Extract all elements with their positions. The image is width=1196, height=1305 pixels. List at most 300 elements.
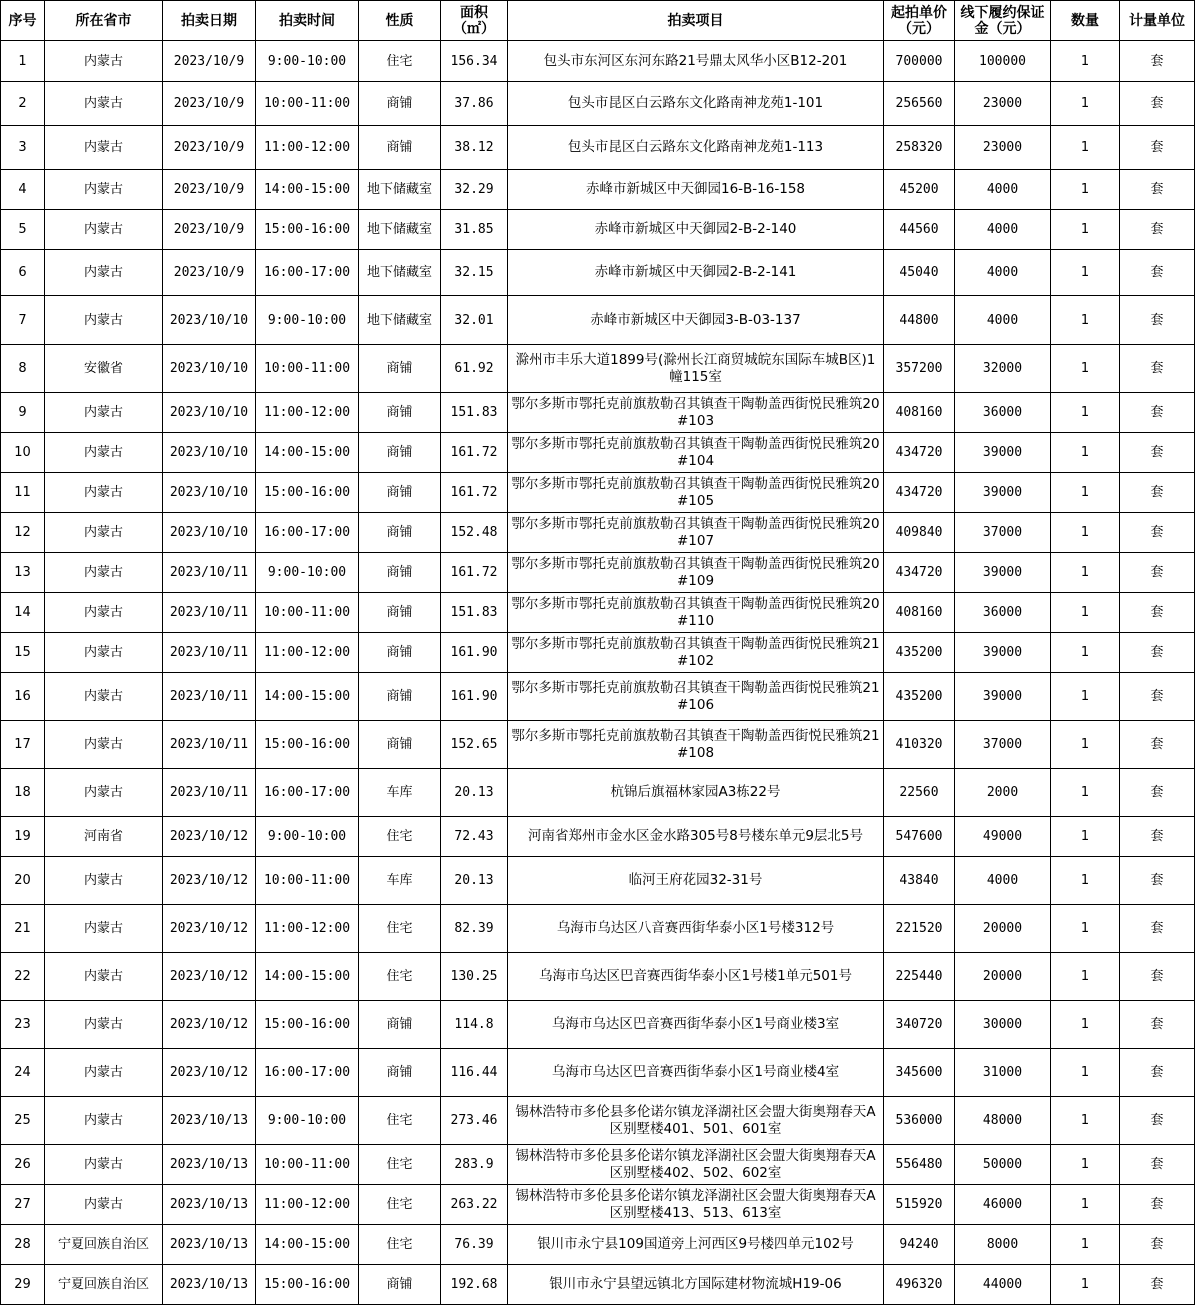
cell-time: 14:00-15:00 [256, 1225, 359, 1265]
cell-unit: 套 [1120, 1145, 1195, 1185]
cell-deposit: 20000 [955, 953, 1051, 1001]
table-row [1, 41, 1195, 82]
table-row [1, 817, 1195, 857]
cell-area: 76.39 [441, 1225, 508, 1265]
cell-time: 11:00-12:00 [256, 126, 359, 170]
cell-quantity: 1 [1051, 633, 1120, 673]
cell-unit: 套 [1120, 393, 1195, 433]
table-row [1, 82, 1195, 126]
cell-unit: 套 [1120, 345, 1195, 393]
cell-type: 商铺 [359, 513, 441, 553]
cell-unit: 套 [1120, 1097, 1195, 1145]
cell-area: 32.01 [441, 296, 508, 345]
cell-date: 2023/10/9 [163, 41, 256, 82]
cell-type: 商铺 [359, 473, 441, 513]
header-date: 拍卖日期 [163, 1, 256, 41]
cell-province: 内蒙古 [45, 721, 163, 769]
cell-quantity: 1 [1051, 1145, 1120, 1185]
cell-quantity: 1 [1051, 250, 1120, 296]
cell-index: 25 [1, 1097, 45, 1145]
cell-start-price: 258320 [884, 126, 955, 170]
cell-index: 28 [1, 1225, 45, 1265]
cell-time: 9:00-10:00 [256, 1097, 359, 1145]
cell-time: 15:00-16:00 [256, 473, 359, 513]
cell-province: 内蒙古 [45, 1001, 163, 1049]
header-quantity: 数量 [1051, 1, 1120, 41]
cell-item: 鄂尔多斯市鄂托克前旗敖勒召其镇查干陶勒盖西街悦民雅筑21#108 [508, 721, 884, 769]
cell-quantity: 1 [1051, 41, 1120, 82]
cell-province: 内蒙古 [45, 170, 163, 210]
cell-time: 9:00-10:00 [256, 817, 359, 857]
cell-start-price: 357200 [884, 345, 955, 393]
cell-deposit: 39000 [955, 553, 1051, 593]
table-row [1, 1049, 1195, 1097]
cell-area: 273.46 [441, 1097, 508, 1145]
cell-province: 宁夏回族自治区 [45, 1265, 163, 1305]
cell-deposit: 4000 [955, 857, 1051, 905]
cell-deposit: 2000 [955, 769, 1051, 817]
cell-time: 14:00-15:00 [256, 953, 359, 1001]
cell-item: 锡林浩特市多伦县多伦诺尔镇龙泽湖社区会盟大街奥翔春天A区别墅楼401、501、601室 [508, 1097, 884, 1145]
cell-area: 38.12 [441, 126, 508, 170]
cell-date: 2023/10/13 [163, 1185, 256, 1225]
cell-quantity: 1 [1051, 1185, 1120, 1225]
table-row [1, 433, 1195, 473]
cell-start-price: 435200 [884, 633, 955, 673]
cell-time: 16:00-17:00 [256, 250, 359, 296]
cell-deposit: 50000 [955, 1145, 1051, 1185]
cell-type: 商铺 [359, 433, 441, 473]
cell-start-price: 408160 [884, 393, 955, 433]
table-row [1, 1097, 1195, 1145]
cell-unit: 套 [1120, 673, 1195, 721]
cell-quantity: 1 [1051, 1097, 1120, 1145]
cell-type: 商铺 [359, 126, 441, 170]
cell-area: 82.39 [441, 905, 508, 953]
cell-area: 283.9 [441, 1145, 508, 1185]
cell-type: 住宅 [359, 817, 441, 857]
cell-unit: 套 [1120, 473, 1195, 513]
cell-start-price: 43840 [884, 857, 955, 905]
cell-province: 内蒙古 [45, 513, 163, 553]
cell-unit: 套 [1120, 953, 1195, 1001]
cell-quantity: 1 [1051, 817, 1120, 857]
cell-deposit: 46000 [955, 1185, 1051, 1225]
cell-unit: 套 [1120, 210, 1195, 250]
cell-index: 2 [1, 82, 45, 126]
cell-deposit: 39000 [955, 433, 1051, 473]
cell-index: 6 [1, 250, 45, 296]
cell-index: 12 [1, 513, 45, 553]
cell-area: 20.13 [441, 769, 508, 817]
cell-deposit: 4000 [955, 210, 1051, 250]
cell-index: 3 [1, 126, 45, 170]
cell-province: 内蒙古 [45, 953, 163, 1001]
cell-item: 乌海市乌达区巴音赛西街华泰小区1号商业楼3室 [508, 1001, 884, 1049]
cell-start-price: 434720 [884, 473, 955, 513]
cell-type: 住宅 [359, 41, 441, 82]
cell-time: 15:00-16:00 [256, 721, 359, 769]
cell-time: 10:00-11:00 [256, 857, 359, 905]
cell-start-price: 225440 [884, 953, 955, 1001]
table-row [1, 210, 1195, 250]
cell-date: 2023/10/11 [163, 593, 256, 633]
cell-index: 22 [1, 953, 45, 1001]
cell-date: 2023/10/10 [163, 393, 256, 433]
cell-deposit: 36000 [955, 593, 1051, 633]
cell-quantity: 1 [1051, 1049, 1120, 1097]
header-index: 序号 [1, 1, 45, 41]
cell-date: 2023/10/11 [163, 633, 256, 673]
cell-date: 2023/10/9 [163, 126, 256, 170]
header-province: 所在省市 [45, 1, 163, 41]
cell-province: 河南省 [45, 817, 163, 857]
cell-type: 住宅 [359, 1225, 441, 1265]
cell-date: 2023/10/9 [163, 250, 256, 296]
cell-deposit: 36000 [955, 393, 1051, 433]
cell-area: 161.90 [441, 633, 508, 673]
cell-item: 包头市东河区东河东路21号鼎太风华小区B12-201 [508, 41, 884, 82]
cell-date: 2023/10/11 [163, 721, 256, 769]
cell-time: 10:00-11:00 [256, 82, 359, 126]
cell-item: 赤峰市新城区中天御园2-B-2-140 [508, 210, 884, 250]
cell-type: 车库 [359, 769, 441, 817]
cell-time: 11:00-12:00 [256, 1185, 359, 1225]
cell-date: 2023/10/10 [163, 513, 256, 553]
cell-index: 4 [1, 170, 45, 210]
cell-item: 鄂尔多斯市鄂托克前旗敖勒召其镇查干陶勒盖西街悦民雅筑21#102 [508, 633, 884, 673]
cell-item: 银川市永宁县109国道旁上河西区9号楼四单元102号 [508, 1225, 884, 1265]
cell-item: 赤峰市新城区中天御园2-B-2-141 [508, 250, 884, 296]
cell-type: 地下储藏室 [359, 170, 441, 210]
cell-province: 内蒙古 [45, 1049, 163, 1097]
cell-province: 内蒙古 [45, 593, 163, 633]
cell-area: 61.92 [441, 345, 508, 393]
table-row [1, 953, 1195, 1001]
cell-index: 19 [1, 817, 45, 857]
cell-type: 商铺 [359, 393, 441, 433]
cell-index: 26 [1, 1145, 45, 1185]
cell-index: 17 [1, 721, 45, 769]
cell-province: 内蒙古 [45, 1097, 163, 1145]
cell-time: 14:00-15:00 [256, 433, 359, 473]
cell-time: 10:00-11:00 [256, 345, 359, 393]
table-row [1, 1001, 1195, 1049]
cell-province: 内蒙古 [45, 553, 163, 593]
header-type: 性质 [359, 1, 441, 41]
cell-deposit: 20000 [955, 905, 1051, 953]
cell-unit: 套 [1120, 1049, 1195, 1097]
cell-time: 9:00-10:00 [256, 553, 359, 593]
cell-item: 河南省郑州市金水区金水路305号8号楼东单元9层北5号 [508, 817, 884, 857]
cell-index: 7 [1, 296, 45, 345]
cell-area: 32.15 [441, 250, 508, 296]
cell-type: 住宅 [359, 1097, 441, 1145]
table-row [1, 345, 1195, 393]
cell-start-price: 700000 [884, 41, 955, 82]
cell-date: 2023/10/11 [163, 673, 256, 721]
cell-province: 安徽省 [45, 345, 163, 393]
cell-type: 商铺 [359, 82, 441, 126]
table-row [1, 721, 1195, 769]
cell-start-price: 515920 [884, 1185, 955, 1225]
cell-date: 2023/10/10 [163, 345, 256, 393]
cell-area: 32.29 [441, 170, 508, 210]
cell-item: 乌海市乌达区巴音赛西街华泰小区1号商业楼4室 [508, 1049, 884, 1097]
cell-start-price: 340720 [884, 1001, 955, 1049]
cell-time: 15:00-16:00 [256, 1265, 359, 1305]
header-row [1, 1, 1195, 41]
cell-province: 宁夏回族自治区 [45, 1225, 163, 1265]
cell-quantity: 1 [1051, 1001, 1120, 1049]
cell-index: 21 [1, 905, 45, 953]
table-row [1, 633, 1195, 673]
cell-area: 161.72 [441, 473, 508, 513]
cell-deposit: 39000 [955, 633, 1051, 673]
cell-item: 鄂尔多斯市鄂托克前旗敖勒召其镇查干陶勒盖西街悦民雅筑21#106 [508, 673, 884, 721]
cell-time: 14:00-15:00 [256, 673, 359, 721]
cell-quantity: 1 [1051, 296, 1120, 345]
cell-start-price: 556480 [884, 1145, 955, 1185]
cell-province: 内蒙古 [45, 633, 163, 673]
cell-province: 内蒙古 [45, 769, 163, 817]
cell-date: 2023/10/13 [163, 1265, 256, 1305]
cell-type: 住宅 [359, 1185, 441, 1225]
cell-area: 263.22 [441, 1185, 508, 1225]
cell-time: 10:00-11:00 [256, 1145, 359, 1185]
cell-province: 内蒙古 [45, 296, 163, 345]
cell-unit: 套 [1120, 721, 1195, 769]
cell-index: 13 [1, 553, 45, 593]
cell-index: 15 [1, 633, 45, 673]
cell-type: 商铺 [359, 345, 441, 393]
cell-date: 2023/10/11 [163, 553, 256, 593]
table-row [1, 673, 1195, 721]
cell-area: 156.34 [441, 41, 508, 82]
cell-start-price: 434720 [884, 433, 955, 473]
cell-start-price: 45040 [884, 250, 955, 296]
table-row [1, 593, 1195, 633]
cell-deposit: 39000 [955, 673, 1051, 721]
cell-date: 2023/10/12 [163, 1049, 256, 1097]
cell-area: 72.43 [441, 817, 508, 857]
cell-deposit: 44000 [955, 1265, 1051, 1305]
table-row [1, 473, 1195, 513]
cell-deposit: 4000 [955, 250, 1051, 296]
cell-unit: 套 [1120, 82, 1195, 126]
cell-type: 住宅 [359, 905, 441, 953]
cell-item: 鄂尔多斯市鄂托克前旗敖勒召其镇查干陶勒盖西街悦民雅筑20#105 [508, 473, 884, 513]
table-row [1, 1265, 1195, 1305]
cell-time: 15:00-16:00 [256, 210, 359, 250]
cell-item: 鄂尔多斯市鄂托克前旗敖勒召其镇查干陶勒盖西街悦民雅筑20#109 [508, 553, 884, 593]
cell-date: 2023/10/12 [163, 817, 256, 857]
header-area: 面积（㎡） [441, 1, 508, 41]
cell-area: 161.72 [441, 433, 508, 473]
cell-quantity: 1 [1051, 553, 1120, 593]
cell-time: 9:00-10:00 [256, 41, 359, 82]
header-item: 拍卖项目 [508, 1, 884, 41]
cell-province: 内蒙古 [45, 857, 163, 905]
cell-area: 114.8 [441, 1001, 508, 1049]
cell-item: 赤峰市新城区中天御园16-B-16-158 [508, 170, 884, 210]
cell-index: 8 [1, 345, 45, 393]
table-row [1, 553, 1195, 593]
cell-index: 23 [1, 1001, 45, 1049]
cell-start-price: 45200 [884, 170, 955, 210]
cell-item: 杭锦后旗福林家园A3栋22号 [508, 769, 884, 817]
cell-province: 内蒙古 [45, 82, 163, 126]
cell-start-price: 434720 [884, 553, 955, 593]
table-row [1, 1225, 1195, 1265]
cell-deposit: 4000 [955, 170, 1051, 210]
cell-area: 151.83 [441, 593, 508, 633]
cell-start-price: 44560 [884, 210, 955, 250]
cell-area: 161.90 [441, 673, 508, 721]
cell-index: 5 [1, 210, 45, 250]
table-row [1, 513, 1195, 553]
cell-item: 乌海市乌达区巴音赛西街华泰小区1号楼1单元501号 [508, 953, 884, 1001]
cell-time: 11:00-12:00 [256, 393, 359, 433]
cell-start-price: 345600 [884, 1049, 955, 1097]
cell-deposit: 30000 [955, 1001, 1051, 1049]
header-unit: 计量单位 [1120, 1, 1195, 41]
cell-item: 锡林浩特市多伦县多伦诺尔镇龙泽湖社区会盟大街奥翔春天A区别墅楼413、513、613室 [508, 1185, 884, 1225]
cell-unit: 套 [1120, 593, 1195, 633]
cell-unit: 套 [1120, 1185, 1195, 1225]
cell-province: 内蒙古 [45, 1185, 163, 1225]
cell-quantity: 1 [1051, 769, 1120, 817]
cell-deposit: 37000 [955, 513, 1051, 553]
cell-time: 9:00-10:00 [256, 296, 359, 345]
cell-item: 包头市昆区白云路东文化路南神龙苑1-113 [508, 126, 884, 170]
cell-unit: 套 [1120, 433, 1195, 473]
header-time: 拍卖时间 [256, 1, 359, 41]
cell-deposit: 23000 [955, 82, 1051, 126]
cell-item: 鄂尔多斯市鄂托克前旗敖勒召其镇查干陶勒盖西街悦民雅筑20#104 [508, 433, 884, 473]
cell-item: 鄂尔多斯市鄂托克前旗敖勒召其镇查干陶勒盖西街悦民雅筑20#103 [508, 393, 884, 433]
cell-deposit: 32000 [955, 345, 1051, 393]
cell-time: 16:00-17:00 [256, 1049, 359, 1097]
cell-start-price: 496320 [884, 1265, 955, 1305]
cell-quantity: 1 [1051, 857, 1120, 905]
cell-unit: 套 [1120, 296, 1195, 345]
cell-deposit: 37000 [955, 721, 1051, 769]
cell-unit: 套 [1120, 905, 1195, 953]
cell-start-price: 536000 [884, 1097, 955, 1145]
cell-type: 地下储藏室 [359, 296, 441, 345]
cell-type: 商铺 [359, 593, 441, 633]
cell-time: 10:00-11:00 [256, 593, 359, 633]
cell-province: 内蒙古 [45, 473, 163, 513]
cell-province: 内蒙古 [45, 250, 163, 296]
cell-start-price: 94240 [884, 1225, 955, 1265]
cell-area: 31.85 [441, 210, 508, 250]
cell-quantity: 1 [1051, 673, 1120, 721]
cell-unit: 套 [1120, 553, 1195, 593]
cell-quantity: 1 [1051, 905, 1120, 953]
cell-index: 20 [1, 857, 45, 905]
cell-quantity: 1 [1051, 433, 1120, 473]
cell-unit: 套 [1120, 250, 1195, 296]
cell-type: 住宅 [359, 953, 441, 1001]
cell-quantity: 1 [1051, 345, 1120, 393]
table-row [1, 393, 1195, 433]
cell-date: 2023/10/13 [163, 1145, 256, 1185]
cell-date: 2023/10/13 [163, 1097, 256, 1145]
cell-time: 11:00-12:00 [256, 633, 359, 673]
cell-unit: 套 [1120, 857, 1195, 905]
cell-start-price: 221520 [884, 905, 955, 953]
cell-deposit: 39000 [955, 473, 1051, 513]
cell-item: 银川市永宁县望远镇北方国际建材物流城H19-06 [508, 1265, 884, 1305]
cell-item: 锡林浩特市多伦县多伦诺尔镇龙泽湖社区会盟大街奥翔春天A区别墅楼402、502、602室 [508, 1145, 884, 1185]
cell-province: 内蒙古 [45, 210, 163, 250]
cell-province: 内蒙古 [45, 433, 163, 473]
cell-type: 商铺 [359, 1049, 441, 1097]
header-start-price: 起拍单价（元） [884, 1, 955, 41]
cell-unit: 套 [1120, 633, 1195, 673]
cell-area: 152.48 [441, 513, 508, 553]
cell-unit: 套 [1120, 1265, 1195, 1305]
cell-province: 内蒙古 [45, 126, 163, 170]
cell-item: 乌海市乌达区八音赛西街华泰小区1号楼312号 [508, 905, 884, 953]
cell-type: 商铺 [359, 633, 441, 673]
cell-date: 2023/10/10 [163, 296, 256, 345]
cell-quantity: 1 [1051, 170, 1120, 210]
table-row [1, 769, 1195, 817]
table-row [1, 1145, 1195, 1185]
cell-quantity: 1 [1051, 1265, 1120, 1305]
cell-quantity: 1 [1051, 82, 1120, 126]
cell-unit: 套 [1120, 769, 1195, 817]
cell-province: 内蒙古 [45, 905, 163, 953]
cell-date: 2023/10/12 [163, 857, 256, 905]
cell-time: 16:00-17:00 [256, 513, 359, 553]
cell-start-price: 409840 [884, 513, 955, 553]
cell-index: 10 [1, 433, 45, 473]
cell-type: 商铺 [359, 1001, 441, 1049]
cell-date: 2023/10/9 [163, 170, 256, 210]
cell-unit: 套 [1120, 41, 1195, 82]
header-deposit: 线下履约保证金（元） [955, 1, 1051, 41]
cell-time: 14:00-15:00 [256, 170, 359, 210]
cell-item: 鄂尔多斯市鄂托克前旗敖勒召其镇查干陶勒盖西街悦民雅筑20#107 [508, 513, 884, 553]
cell-index: 29 [1, 1265, 45, 1305]
cell-deposit: 31000 [955, 1049, 1051, 1097]
cell-date: 2023/10/13 [163, 1225, 256, 1265]
cell-date: 2023/10/9 [163, 210, 256, 250]
cell-deposit: 48000 [955, 1097, 1051, 1145]
cell-index: 9 [1, 393, 45, 433]
cell-time: 11:00-12:00 [256, 905, 359, 953]
cell-date: 2023/10/12 [163, 953, 256, 1001]
cell-unit: 套 [1120, 126, 1195, 170]
cell-quantity: 1 [1051, 953, 1120, 1001]
cell-start-price: 408160 [884, 593, 955, 633]
cell-time: 15:00-16:00 [256, 1001, 359, 1049]
cell-time: 16:00-17:00 [256, 769, 359, 817]
cell-quantity: 1 [1051, 126, 1120, 170]
cell-province: 内蒙古 [45, 1145, 163, 1185]
cell-quantity: 1 [1051, 593, 1120, 633]
cell-unit: 套 [1120, 170, 1195, 210]
cell-unit: 套 [1120, 817, 1195, 857]
cell-type: 车库 [359, 857, 441, 905]
cell-type: 商铺 [359, 553, 441, 593]
cell-area: 116.44 [441, 1049, 508, 1097]
cell-province: 内蒙古 [45, 41, 163, 82]
